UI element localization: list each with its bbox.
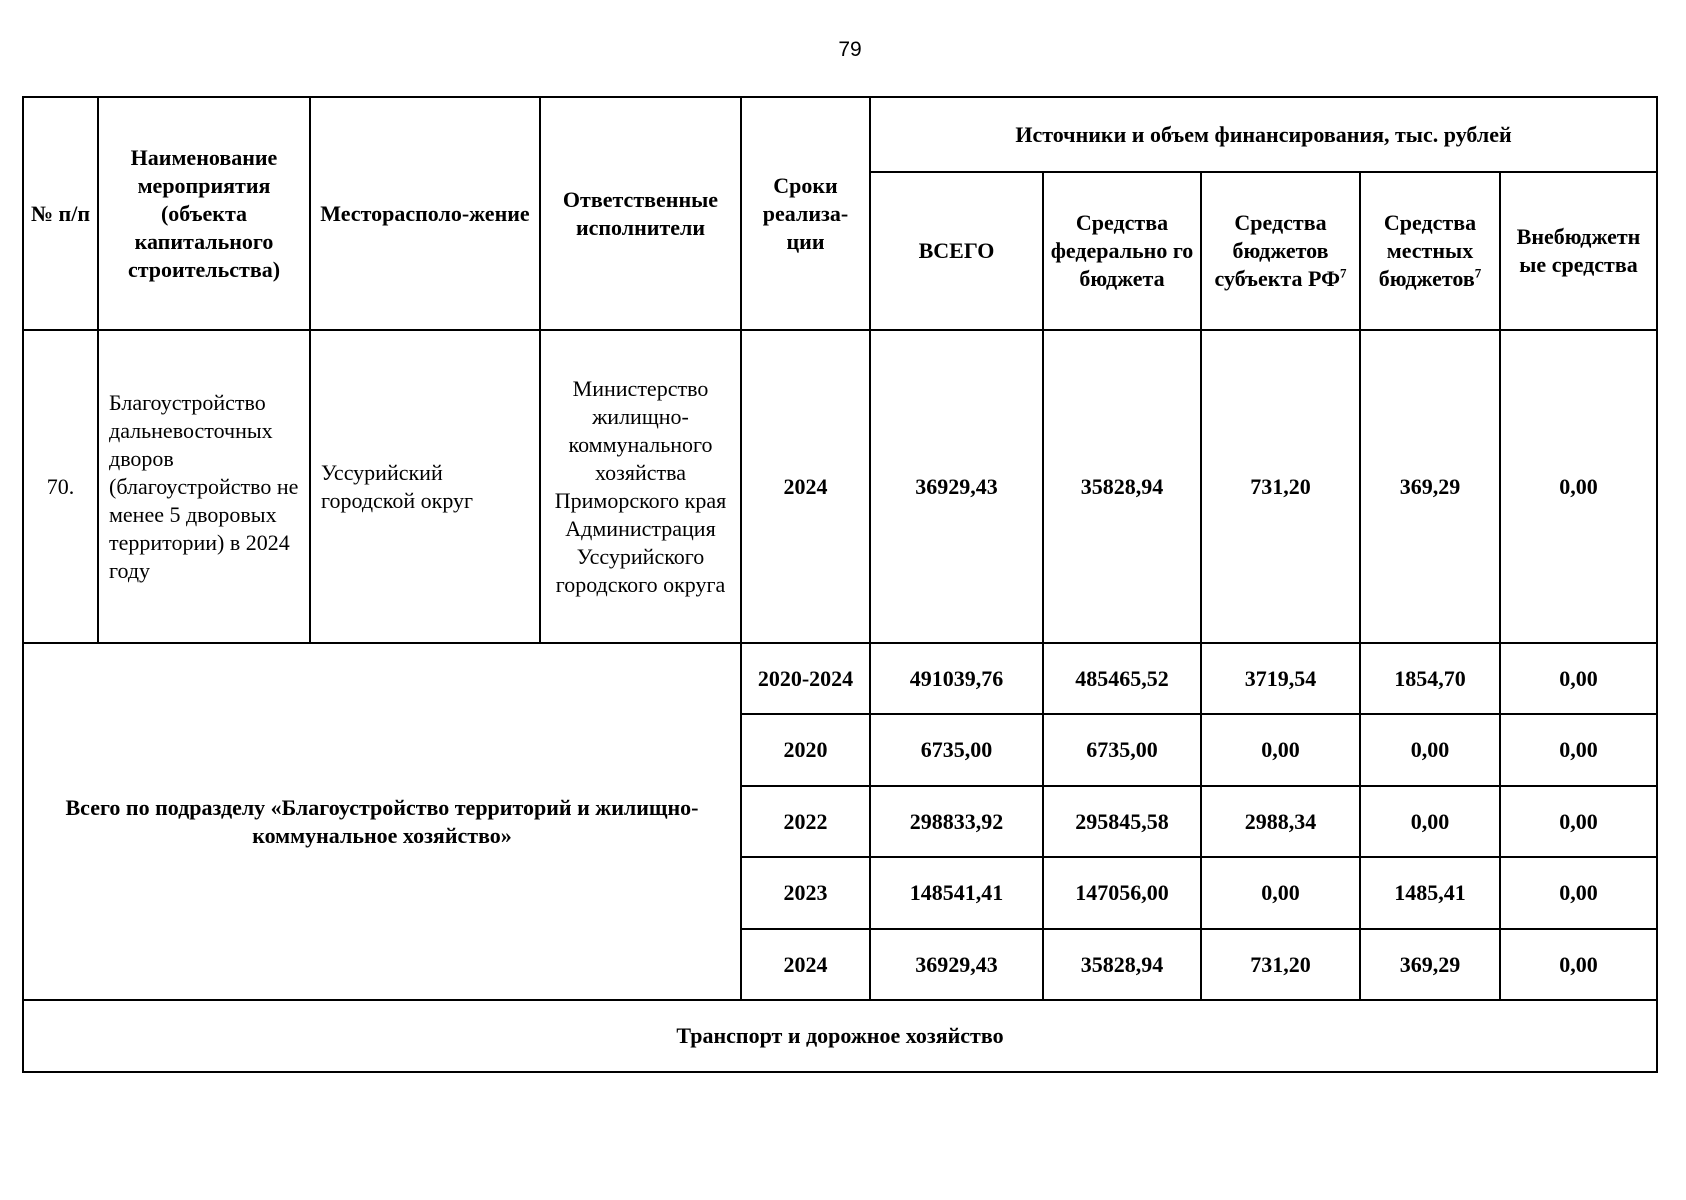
header-subject-label: Средства бюджетов субъекта РФ bbox=[1214, 210, 1340, 291]
row-total: 36929,43 bbox=[870, 330, 1043, 643]
table-row bbox=[23, 330, 1657, 643]
subtotal-local: 369,29 bbox=[1360, 929, 1500, 1000]
header-location: Месторасполо-жение bbox=[310, 97, 540, 330]
header-name: Наименование мероприятия (объекта капитального строительства) bbox=[98, 97, 310, 330]
subtotal-total: 491039,76 bbox=[870, 643, 1043, 714]
subtotal-period: 2020-2024 bbox=[741, 643, 870, 714]
section-title: Транспорт и дорожное хозяйство bbox=[23, 1000, 1657, 1072]
subtotal-federal: 295845,58 bbox=[1043, 786, 1201, 857]
subtotal-extrabudget: 0,00 bbox=[1500, 857, 1657, 929]
subtotal-subject: 3719,54 bbox=[1201, 643, 1360, 714]
subtotal-extrabudget: 0,00 bbox=[1500, 714, 1657, 786]
subtotal-subject: 0,00 bbox=[1201, 714, 1360, 786]
row-name: Благоустройство дальневосточных дворов (благоустройство не менее 5 дворовых территории) в 2024 году bbox=[98, 330, 310, 643]
row-federal: 35828,94 bbox=[1043, 330, 1201, 643]
subtotal-local: 0,00 bbox=[1360, 786, 1500, 857]
row-period: 2024 bbox=[741, 330, 870, 643]
subtotal-period: 2024 bbox=[741, 929, 870, 1000]
subtotal-federal: 147056,00 bbox=[1043, 857, 1201, 929]
subtotal-extrabudget: 0,00 bbox=[1500, 929, 1657, 1000]
header-local-label: Средства местных бюджетов bbox=[1378, 210, 1477, 291]
subtotal-total: 6735,00 bbox=[870, 714, 1043, 786]
subtotal-total: 148541,41 bbox=[870, 857, 1043, 929]
subtotal-subject: 2988,34 bbox=[1201, 786, 1360, 857]
row-num: 70. bbox=[23, 330, 98, 643]
subtotal-row bbox=[23, 643, 1657, 714]
header-federal: Средства федерально го бюджета bbox=[1043, 172, 1201, 330]
row-executors: Министерство жилищно-коммунального хозяйства Приморского края Администрация Уссурийского городского округа bbox=[540, 330, 741, 643]
row-extrabudget: 0,00 bbox=[1500, 330, 1657, 643]
header-sources-title: Источники и объем финансирования, тыс. рублей bbox=[870, 97, 1657, 172]
header-period: Сроки реализа-ции bbox=[741, 97, 870, 330]
subtotal-local: 1854,70 bbox=[1360, 643, 1500, 714]
subtotal-federal: 35828,94 bbox=[1043, 929, 1201, 1000]
subtotal-local: 1485,41 bbox=[1360, 857, 1500, 929]
subtotal-extrabudget: 0,00 bbox=[1500, 786, 1657, 857]
page-number: 79 bbox=[838, 38, 862, 61]
subtotal-total: 298833,92 bbox=[870, 786, 1043, 857]
header-num: № п/п bbox=[23, 97, 98, 330]
subtotal-period: 2020 bbox=[741, 714, 870, 786]
header-executors: Ответственные исполнители bbox=[540, 97, 741, 330]
subtotal-total: 36929,43 bbox=[870, 929, 1043, 1000]
row-local: 369,29 bbox=[1360, 330, 1500, 643]
subtotal-local: 0,00 bbox=[1360, 714, 1500, 786]
subtotal-period: 2023 bbox=[741, 857, 870, 929]
subtotal-subject: 731,20 bbox=[1201, 929, 1360, 1000]
subtotal-subject: 0,00 bbox=[1201, 857, 1360, 929]
subtotal-period: 2022 bbox=[741, 786, 870, 857]
header-subject-footnote: 7 bbox=[1339, 265, 1347, 281]
header-extrabudget: Внебюджетн ые средства bbox=[1500, 172, 1657, 330]
row-subject: 731,20 bbox=[1201, 330, 1360, 643]
subtotal-federal: 6735,00 bbox=[1043, 714, 1201, 786]
row-location: Уссурийский городской округ bbox=[310, 330, 540, 643]
header-local-footnote: 7 bbox=[1474, 265, 1482, 281]
section-row bbox=[23, 1000, 1657, 1072]
subtotal-federal: 485465,52 bbox=[1043, 643, 1201, 714]
subtotal-label: Всего по подразделу «Благоустройство территорий и жилищно-коммунальное хозяйство» bbox=[23, 643, 741, 1000]
header-subject bbox=[1201, 172, 1360, 330]
header-total: ВСЕГО bbox=[870, 172, 1043, 330]
subtotal-extrabudget: 0,00 bbox=[1500, 643, 1657, 714]
financing-table bbox=[22, 96, 1658, 1073]
header-local bbox=[1360, 172, 1500, 330]
